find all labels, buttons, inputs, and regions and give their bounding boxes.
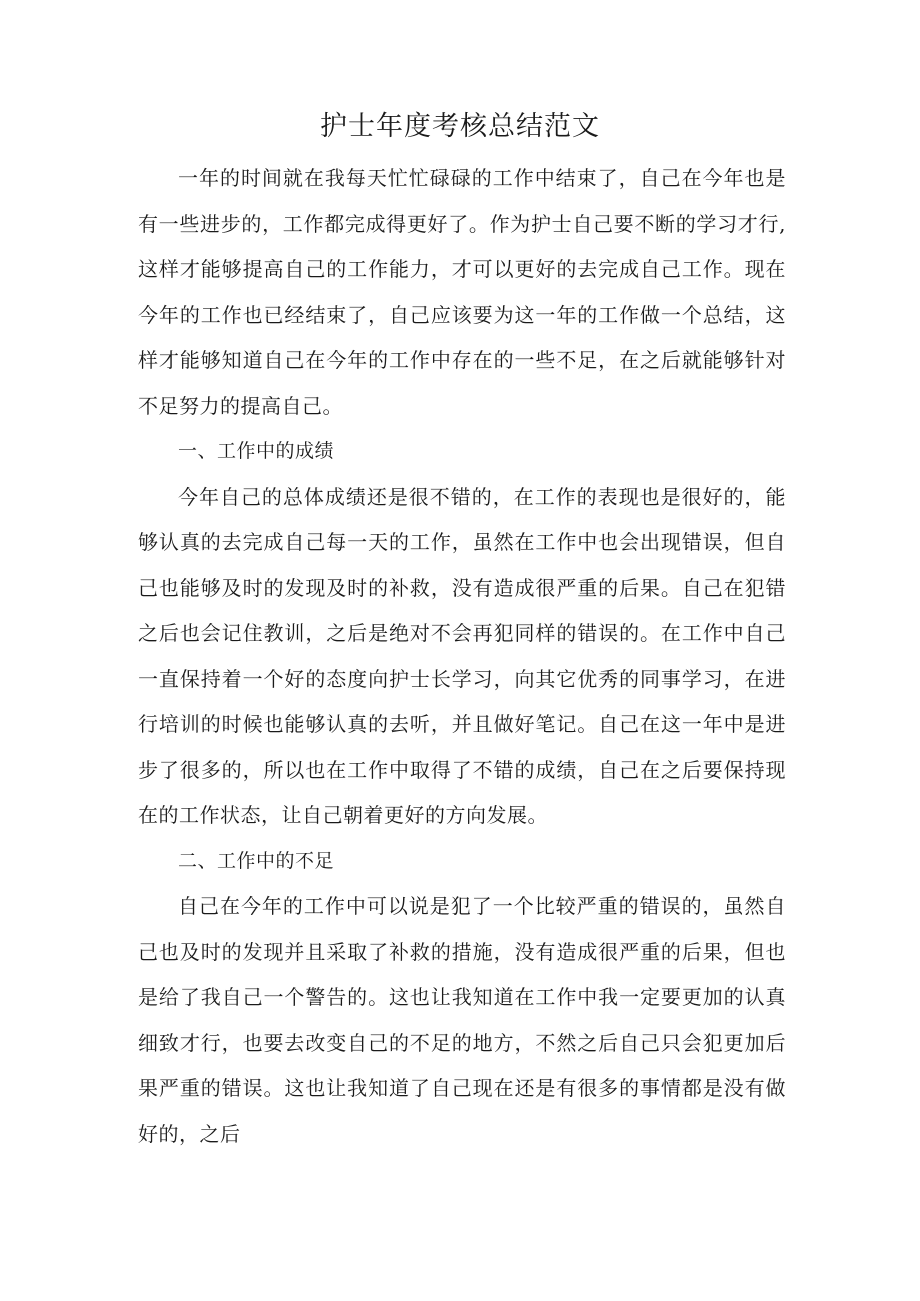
document-title: 护士年度考核总结范文: [320, 111, 600, 142]
intro-paragraph: 一年的时间就在我每天忙忙碌碌的工作中结束了，自己在今年也是有一些进步的，工作都完成得更好了。作为护士自己要不断的学习才行,这样才能够提高自己的工作能力，才可以更好的去完成自己工作。现在今年的工作也已经结束了，自己应该要为这一年的工作做一个总结，这样才能够知道自己在今年的工作中存在的一些不足，在之后就能够针对不足努力的提高自己。: [138, 166, 786, 418]
document-body: [138, 156, 786, 1157]
section-heading-shortcomings: 二、工作中的不足: [178, 849, 335, 872]
achievements-paragraph: 今年自己的总体成绩还是很不错的，在工作的表现也是很好的，能够认真的去完成自己每一天的工作，虽然在工作中也会出现错误，但自己也能够及时的发现及时的补救，没有造成很严重的后果。自己在犯错之后也会记住教训，之后是绝对不会再犯同样的错误的。在工作中自己一直保持着一个好的态度向护士长学习，向其它优秀的同事学习，在进行培训的时候也能够认真的去听，并且做好笔记。自己在这一年中是进步了很多的，所以也在工作中取得了不错的成绩，自己在之后要保持现在的工作状态，让自己朝着更好的方向发展。: [138, 484, 786, 827]
shortcomings-paragraph: 自己在今年的工作中可以说是犯了一个比较严重的错误的，虽然自己也及时的发现并且采取了补救的措施，没有造成很严重的后果，但也是给了我自己一个警告的。这也让我知道在工作中我一定要更加的认真细致才行，也要去改变自己的不足的地方，不然之后自己只会犯更加后果严重的错误。这也让我知道了自己现在还是有很多的事情都是没有做好的，之后: [138, 894, 786, 1146]
section-heading-achievements: 一、工作中的成绩: [178, 440, 335, 462]
